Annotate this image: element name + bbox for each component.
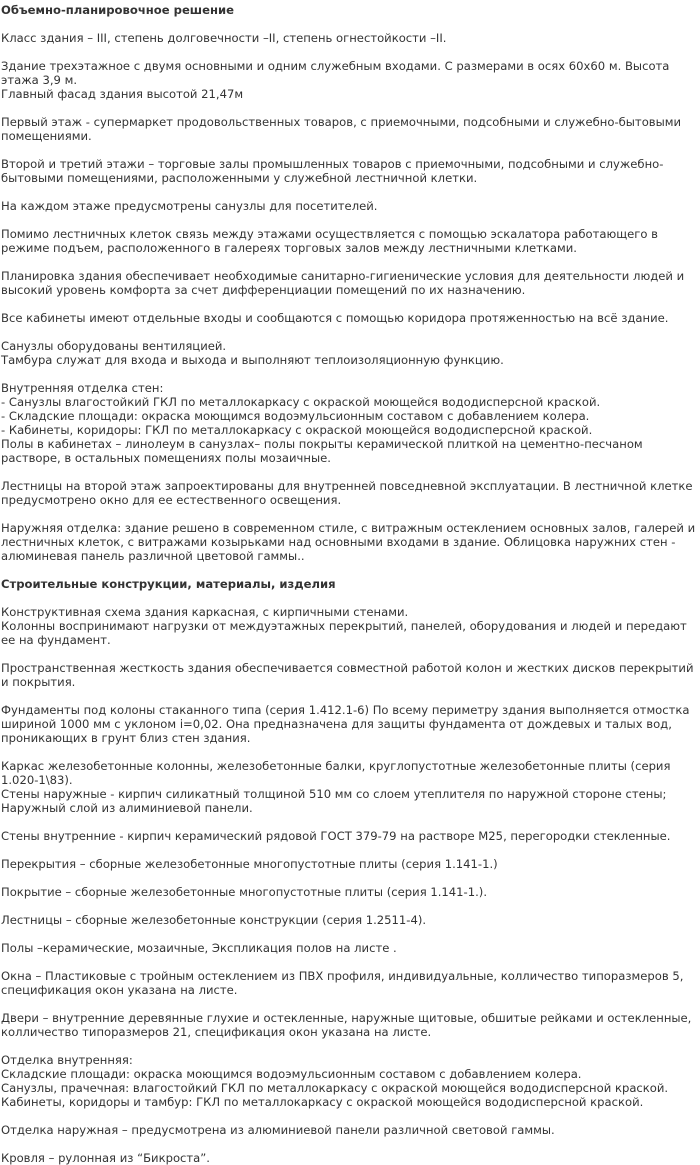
paragraph: Здание трехэтажное с двумя основными и одним служебным входами. С размерами в осях 60х60 м. Высота этажа 3,9 м. Главный фасад здания высотой 21,47м xyxy=(1,59,670,101)
paragraph: Каркас железобетонные колонны, железобетонные балки, круглопустотные железобетонные плиты (серия 1.020-1\83). Стены наружные - кирпич силикатный толщиной 510 мм со слоем утеплителя по наружной стороне стены; Наружный слой из алиминиевой панели. xyxy=(1,759,671,815)
section-title-construction: Строительные конструкции, материалы, изделия xyxy=(1,577,336,591)
section-title-planning: Объемно-планировочное решение xyxy=(1,3,234,17)
paragraph: Фундаменты под колоны стаканного типа (серия 1.412.1-6) По всему периметру здания выполняется отмостка шириной 1000 мм с уклоном i=0,02. Она предназначена для защиты фундамента от дождевых и талых вод, проникающих в грунт близ стен здания. xyxy=(1,703,690,745)
paragraph: Конструктивная схема здания каркасная, с кирпичными стенами. Колонны воспринимают нагрузки от междуэтажных перекрытий, панелей, оборудования и людей и передают ее на фундамент. xyxy=(1,605,687,647)
paragraph: Кровля – рулонная из “Бикроста”. xyxy=(1,1151,210,1165)
paragraph: Полы –керамические, мозаичные, Экспликация полов на листе . xyxy=(1,941,397,955)
paragraph: Первый этаж - супермаркет продовольственных товаров, с приемочными, подсобными и служебно-бытовыми помещениями. xyxy=(1,115,682,143)
paragraph: На каждом этаже предусмотрены санузлы для посетителей. xyxy=(1,199,378,213)
paragraph: Санузлы оборудованы вентиляцией. Тамбура служат для входа и выхода и выполняют теплоизоляционную функцию. xyxy=(1,339,504,367)
paragraph: Двери – внутренние деревянные глухие и остекленные, наружные щитовые, обшитые рейками и остекленные, колличество типоразмеров 21, спецификация окон указана на листе. xyxy=(1,1011,692,1039)
paragraph: Класс здания – III, степень долговечности –II, степень огнестойкости –II. xyxy=(1,31,447,45)
paragraph: Пространственная жесткость здания обеспечивается совместной работой колон и жестких дисков перекрытий и покрытия. xyxy=(1,661,694,689)
paragraph: Лестницы на второй этаж запроектированы для внутренней повседневной эксплуатации. В лестничной клетке предусмотрено окно для ее естественного освещения. xyxy=(1,479,693,507)
paragraph: Отделка наружная – предусмотрена из алюминиевой панели различной световой гаммы. xyxy=(1,1123,555,1137)
paragraph: Все кабинеты имеют отдельные входы и сообщаются с помощью коридора протяженностью на всё здание. xyxy=(1,311,669,325)
paragraph: Стены внутренние - кирпич керамический рядовой ГОСТ 379-79 на растворе М25, перегородки стекленные. xyxy=(1,829,671,843)
paragraph: Наружняя отделка: здание решено в современном стиле, с витражным остеклением основных залов, галерей и лестничных клеток, с витражами козырьками над основными входами в здание. Облицовка наружних стен - алюминевая панель различной цветовой гаммы.. xyxy=(1,521,696,563)
paragraph: Помимо лестничных клеток связь между этажами осуществляется с помощью эскалатора работающего в режиме подъем, расположенного в галереях торговых залов между лестничными клетками. xyxy=(1,227,658,255)
paragraph: Покрытие – сборные железобетонные многопустотные плиты (серия 1.141-1.). xyxy=(1,885,488,899)
paragraph: Лестницы – сборные железобетонные конструкции (серия 1.2511-4). xyxy=(1,913,427,927)
paragraph: Окна – Пластиковые с тройным остеклением из ПВХ профиля, индивидуальные, колличество типоразмеров 5, спецификация окон указана на листе. xyxy=(1,969,684,997)
paragraph: Второй и третий этажи – торговые залы промышленных товаров с приемочными, подсобными и служебно-бытовыми помещениями, расположенными у служебной лестничной клетки. xyxy=(1,157,664,185)
paragraph-interior-finish: Внутренняя отделка стен: - Санузлы влагостойкий ГКЛ по металлокаркасу с окраской моющейся вододисперсной краской. - Складские площади: окраска моющимся водоэмульсионным составом с добавлением колера. - Кабинеты, коридоры: ГКЛ по металлокаркасу с окраской моющейся вододисперсной краской. Полы в кабинетах – линолеум в санузлах– полы покрыты керамической плиткой на цементно-песчаном растворе, в остальных помещениях полы мозаичные. xyxy=(1,381,643,465)
paragraph-interior-finish-2: Отделка внутренняя: Складские площади: окраска моющимся водоэмульсионным составом с добавлением колера. Санузлы, прачечная: влагостойкий ГКЛ по металлокаркасу с окраской моющейся вододисперсной краской. Кабинеты, коридоры и тамбур: ГКЛ по металлокаркасу с окраской моющейся вододисперсной краской. xyxy=(1,1053,669,1109)
paragraph: Планировка здания обеспечивает необходимые санитарно-гигиенические условия для деятельности людей и высокий уровень комфорта за счет дифференциации помещений по их назначению. xyxy=(1,269,685,297)
paragraph: Перекрытия – сборные железобетонные многопустотные плиты (серия 1.141-1.) xyxy=(1,857,498,871)
